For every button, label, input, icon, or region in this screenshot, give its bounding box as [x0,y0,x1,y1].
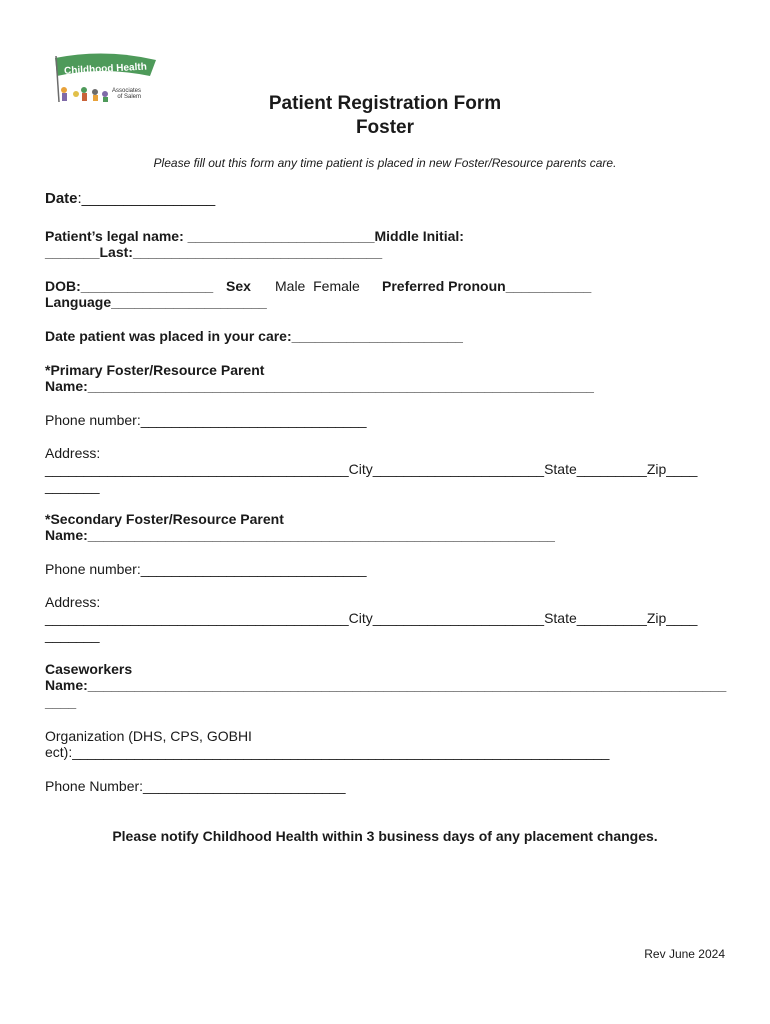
placement-date-field[interactable]: Date patient was placed in your care:______________________ [45,328,463,344]
date-field[interactable] [45,190,215,207]
secondary-address-field[interactable]: _______________________________________City______________________State_________Zip____ [45,610,698,626]
primary-address-field[interactable]: _______________________________________City______________________State_________Zip____ [45,461,698,477]
caseworker-name-continuation[interactable]: ____ [45,694,77,710]
sex-options[interactable]: Male Female [275,278,360,294]
organization-label: Organization (DHS, CPS, GOBHI [45,728,252,744]
primary-address-label: Address: [45,445,101,461]
secondary-parent-name-field[interactable]: Name:____________________________________________________________ [45,527,555,543]
form-subtitle-foster: Foster [355,117,415,138]
primary-parent-name-field[interactable]: Name:_________________________________________________________________ [45,378,594,394]
logo-sub-line1: Associates [112,88,142,94]
secondary-address-continuation[interactable]: _______ [45,627,100,643]
secondary-parent-heading: *Secondary Foster/Resource Parent [45,511,284,527]
form-title: Patient Registration Form [268,93,502,114]
legal-name-field[interactable]: Patient’s legal name: ________________________Middle Initial: [45,228,464,244]
last-name-field[interactable]: _______Last:________________________________ [45,244,383,260]
logo-sub-line2: of Salem [117,94,142,100]
caseworker-phone-field[interactable]: Phone Number:__________________________ [45,778,346,794]
caseworker-name-field[interactable]: Name:__________________________________________________________________________________ [45,677,727,693]
organization-field[interactable]: ect):_____________________________________________________________________ [45,744,610,760]
preferred-pronoun-field[interactable]: Preferred Pronoun___________ [382,278,592,294]
date-blank[interactable]: :________________ [77,190,216,207]
caseworkers-heading: Caseworkers [45,661,133,677]
secondary-phone-field[interactable]: Phone number:_____________________________ [45,561,367,577]
sex-label: Sex [226,278,251,294]
svg-text:Childhood Health: Childhood Health [63,61,148,77]
primary-phone-field[interactable]: Phone number:_____________________________ [45,412,367,428]
dob-field[interactable]: DOB:_________________ [45,278,214,294]
language-field[interactable]: Language____________________ [45,294,267,310]
date-label: Date [45,190,78,207]
primary-parent-heading: *Primary Foster/Resource Parent [45,362,265,378]
primary-address-continuation[interactable]: _______ [45,478,100,494]
revision-date: Rev June 2024 [644,947,725,961]
secondary-address-label: Address: [45,594,101,610]
placement-change-notice: Please notify Childhood Health within 3 business days of any placement changes. [112,828,658,844]
form-instructions: Please fill out this form any time patient is placed in new Foster/Resource parents care. [153,156,617,170]
